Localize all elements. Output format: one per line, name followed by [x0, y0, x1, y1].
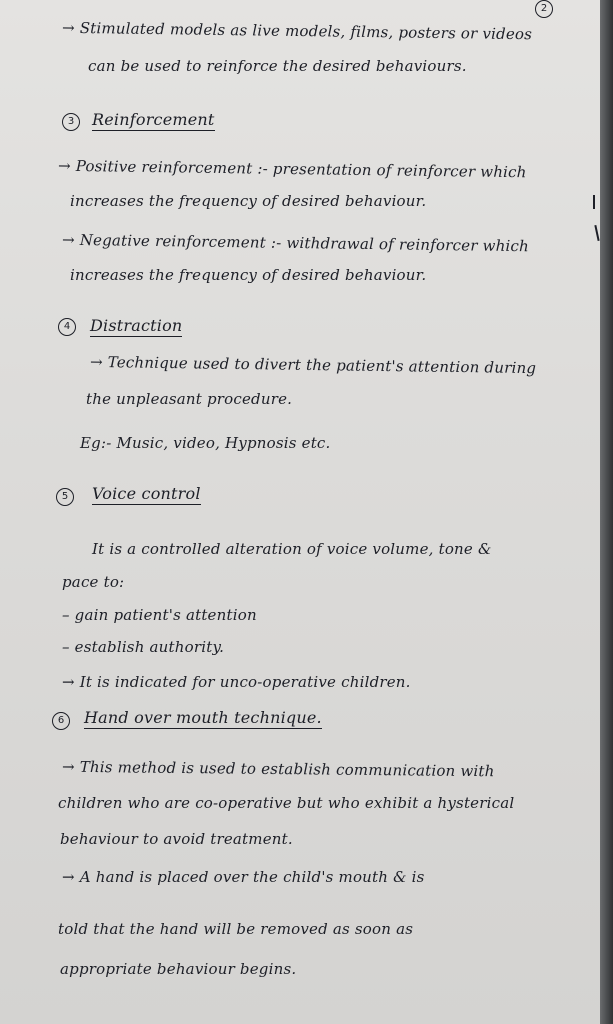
text-line: → Negative reinforcement :- withdrawal of reinforcer which [61, 230, 530, 256]
text-line: behaviour to avoid treatment. [60, 830, 293, 848]
pen-mark [594, 225, 599, 241]
text-line: → A hand is placed over the child's mouth & is [62, 868, 425, 886]
text-line: → Positive reinforcement :- presentation of reinforcer which [57, 156, 527, 182]
pen-mark [593, 195, 595, 209]
text-line: appropriate behaviour begins. [60, 960, 297, 978]
text-line: It is a controlled alteration of voice volume, tone & [92, 540, 492, 558]
text-line: → Stimulated models as live models, films, posters or videos [61, 18, 533, 44]
text-line: can be used to reinforce the desired behaviours. [88, 57, 467, 75]
section-heading: Hand over mouth technique. [84, 708, 322, 727]
text-line: → This method is used to establish communication with [61, 757, 495, 781]
text-line: increases the frequency of desired behaviour. [70, 266, 427, 284]
text-line: → It is indicated for unco-operative children. [62, 673, 411, 691]
section-number: 4 [58, 318, 76, 336]
list-item: – gain patient's attention [62, 606, 257, 624]
text-line: increases the frequency of desired behaviour. [70, 192, 427, 210]
text-line: pace to: [62, 573, 125, 591]
text-line: children who are co-operative but who exhibit a hysterical [58, 794, 515, 812]
text-line: Eg:- Music, video, Hypnosis etc. [80, 434, 331, 452]
section-heading: Reinforcement [92, 110, 215, 129]
page-edge [600, 0, 613, 1024]
section-number: 3 [62, 113, 80, 131]
section-number: 6 [52, 712, 70, 730]
section-heading: Voice control [92, 484, 201, 503]
section-number: 5 [56, 488, 74, 506]
text-line: the unpleasant procedure. [86, 390, 293, 408]
text-line: → Technique used to divert the patient's attention during [89, 352, 537, 378]
section-heading: Distraction [90, 316, 183, 335]
list-item: – establish authority. [62, 638, 225, 656]
page-number: 2 [535, 0, 553, 18]
text-line: told that the hand will be removed as soon as [58, 920, 414, 938]
